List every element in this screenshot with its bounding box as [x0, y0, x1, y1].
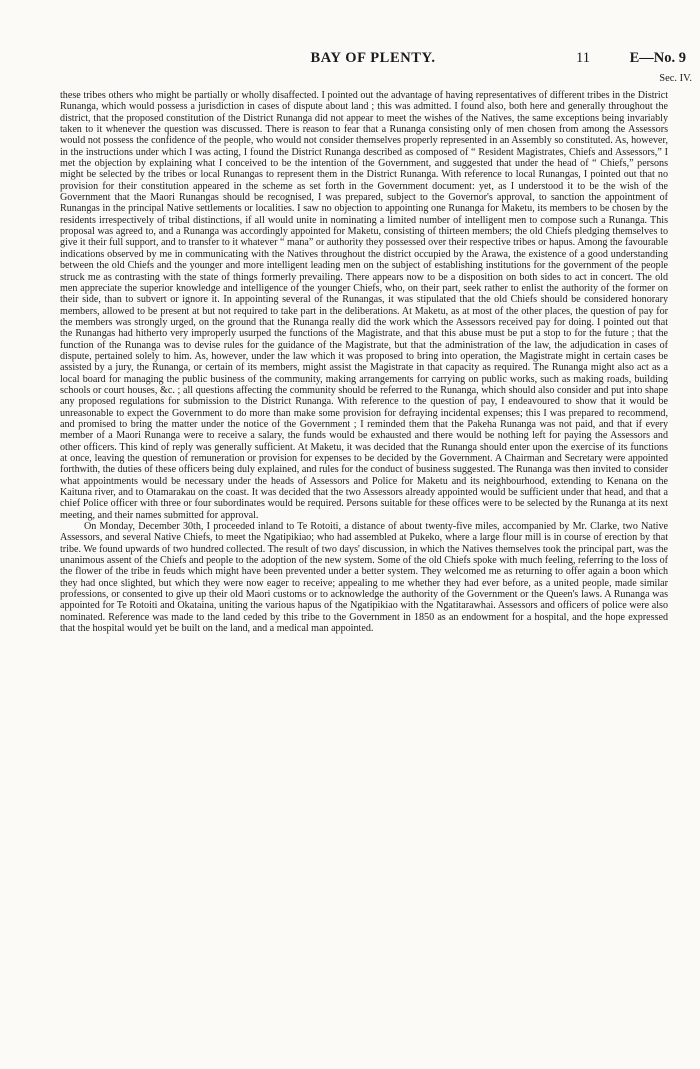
page-header	[60, 50, 686, 70]
page-title: BAY OF PLENTY.	[310, 50, 436, 66]
section-label: Sec. IV.	[659, 73, 692, 84]
document-reference: E—No. 9	[629, 50, 686, 66]
paragraph: these tribes others who might be partially or wholly disaffected. I pointed out the advantage of having representatives of different tribes in the District Runanga, which would possess a jurisdiction in cases of dispute about land ; this was admitted. I found also, both here and generally throughout the district, that the proposed constitution of the District Runanga did not appear to meet the wishes of the Natives, the same exceptions being invariably taken to it whenever the question was discussed. There is reason to fear that a Runanga consisting only of men chosen from among the Assessors would not possess the confidence of the people, who would not consider themselves properly represented in an Assembly so constituted. As, however, in the instructions under which I was acting, I found the District Runanga described as composed of “ Resident Magistrates, Chiefs and Assessors,” I met the objection by explaining what I conceived to be the intention of the Government, and suggested that under the head of “ Chiefs,” persons might be selected by the tribes or local Runangas to represent them in the District Runanga. With reference to local Runangas, I pointed out that no provision for their constitution appeared in the scheme as set forth in the Government document: yet, as I understood it to be the wish of the Government that the Maori Runangas should be recognised, I was prepared, subject to the Governor's approval, to sanction the appointment of Runangas in the principal Native settlements or localities. I saw no objection to appointing one Runanga for Maketu, its members to be chosen by the residents irrespectively of tribal distinctions, if all would unite in nominating a limited number of intelligent men to compose such a Runanga. This proposal was agreed to, and a Runanga was accordingly appointed for Maketu, consisting of thirteen members; the old Chiefs pledging themselves to give it their full support, and to transfer to it whatever “ mana” or authority they possessed over their respective tribes or hapus. Among the favourable indications observed by me in communicating with the Natives throughout the district occupied by the Arawa, the existence of a good understanding between the old Chiefs and the younger and more intelligent leading men on the subject of establishing institutions for the government of the people struck me as contrasting with the state of things formerly prevailing. There appears now to be a disposition on both sides to act in concert. The old men appreciate the superior knowledge and intelligence of the younger Chiefs, who, on their part, seek rather to enlist the authority of the former on their side, than to subvert or ignore it. In appointing several of the Runangas, it was stipulated that the old Chiefs should be considered honorary members, allowed to be present at but not required to take part in the deliberations. At Maketu, as at most of the other places, the question of pay for the members was strongly urged, on the ground that the Runanga really did the work which the Assessors received pay for doing. I pointed out that the Runangas had hitherto very improperly usurped the functions of the Magistrate, and that this abuse must be put a stop to for the future ; that the function of the Runanga was to devise rules for the guidance of the Magistrate, but that the administration of the law, the adjudication in cases of dispute, pertained solely to him. As, however, under the law which it was proposed to bring into operation, the Magistrate might in certain cases be assisted by a jury, the Runanga, or certain of its members, might assist the Magistrate in that capacity as required. The Runanga might also act as a local board for managing the public business of the community, making arrangements for carrying on public works, such as making roads, building schools or court houses, &c. ; all questions affecting the community should be referred to the Runanga, which should also consider and put into shape any proposed regulations for submission to the District Runanga. With reference to the question of pay, I endeavoured to show that it would be unreasonable to expect the Government to do more than make some provision for defraying incidental expenses; this I was prepared to recommend, and promised to bring the matter under the notice of the Government ; I reminded them that the Pakeha Runanga was not paid, and that if every member of a Maori Runanga were to receive a salary, the funds would be exhausted and there would be nothing left for paying the Assessors and other officers. This kind of reply was generally sufficient. At Maketu, it was decided that the Runanga should enter upon the exercise of its functions at once, leaving the question of remuneration or provision for expenses to be decided by the Government. A Chairman and Secretary were appointed forthwith, the duties of these officers being duly explained, and rules for the conduct of business suggested. The Runanga was then invited to consider what appointments would be necessary under the heads of Assessors and Police for Maketu and its neighbourhood, extending to Kenana on the Kaituna river, and to Otamarakau on the coast. It was decided that the two Assessors already appointed would be sufficient under that head, and that a chief Police officer with three or four subordinates would be required. Persons suitable for these offices were to be selected by the Runanga at its next meeting, and their names submitted for approval.	[60, 90, 668, 521]
paragraph: On Monday, December 30th, I proceeded inland to Te Rotoiti, a distance of about twenty-five miles, accompanied by Mr. Clarke, two Native Assessors, and several Native Chiefs, to meet the Ngatipikiao; who had assembled at Pukeko, where a large flour mill is in course of erection by that tribe. We found upwards of two hundred collected. The result of two days' discussion, in which the Natives themselves took the principal part, was the unanimous assent of the Chiefs and people to the adoption of the new system. Some of the old Chiefs spoke with much feeling, referring to the loss of the flower of the tribe in feuds which might have been prevented under a better system. They welcomed me as returning to offer again a boon which they had once slighted, but which they were now eager to receive; appealing to me whether they had ever before, as a united people, made similar professions, or consented to give up their old Maori customs or to acknowledge the authority of the Government or the Queen's laws. A Runanga was appointed for Te Rotoiti and Okataina, uniting the various hapus of the Ngatipikiao with the Ngatitarawhai. Assessors and officers of police were also nominated. Reference was made to the land ceded by this tribe to the Government in 1850 as an endowment for a hospital, and the hope expressed that the hospital would yet be built on the land, and a medical man appointed.	[60, 521, 668, 635]
body-text	[60, 90, 668, 635]
page-number: 11	[576, 50, 590, 66]
